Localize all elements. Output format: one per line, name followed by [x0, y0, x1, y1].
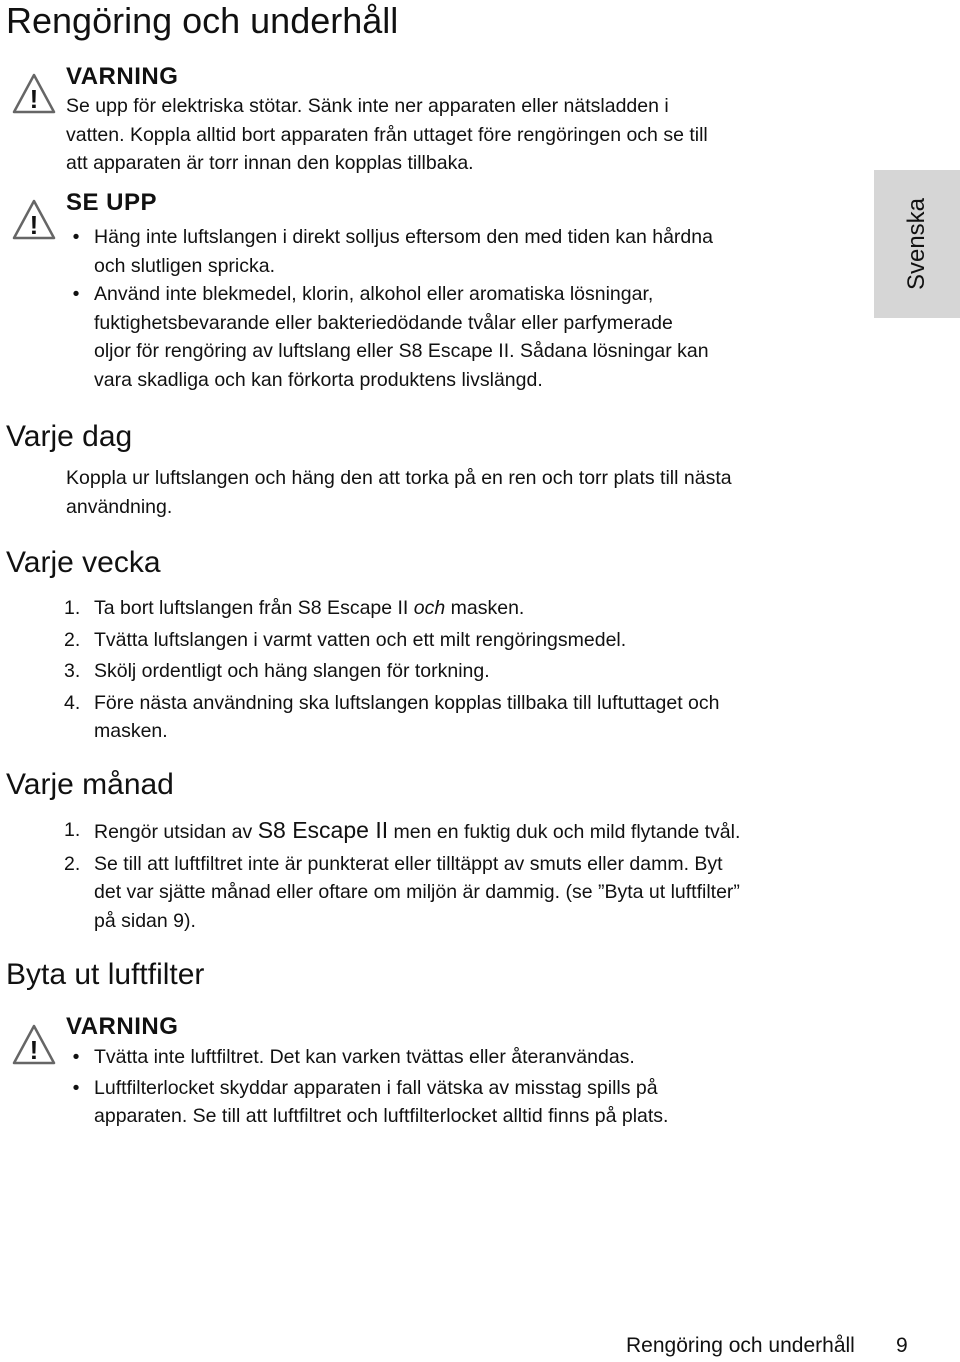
step-text: Skölj ordentligt och häng slangen för torkning.	[94, 660, 490, 682]
page-title: Rengöring och underhåll	[6, 0, 399, 41]
daily-line: användning.	[66, 495, 173, 518]
svg-text:!: !	[29, 1035, 39, 1065]
caution-triangle-icon	[12, 198, 56, 242]
section-heading-filter: Byta ut luftfilter	[6, 958, 205, 991]
step-number: 1.	[64, 819, 81, 841]
footer-section-title: Rengöring och underhåll	[626, 1334, 855, 1357]
step-text: det var sjätte månad eller oftare om miljön är dammig. (se ”Byta ut luftfilter”	[94, 881, 740, 903]
step-number: 1.	[64, 597, 81, 619]
warning-line: Se upp för elektriska stötar. Sänk inte ner apparaten eller nätsladden i	[66, 95, 669, 117]
caution-line: vara skadliga och kan förkorta produktens livslängd.	[94, 368, 543, 391]
step-number: 2.	[64, 852, 81, 875]
page-number: 9	[896, 1334, 908, 1357]
language-tab	[874, 170, 960, 318]
filter-warning-item	[72, 1074, 864, 1131]
filter-warning-list	[72, 1043, 864, 1131]
step-text: masken.	[94, 720, 168, 742]
filter-warning-label: VARNING	[66, 1013, 179, 1040]
filter-warning-line: Tvätta inte luftfiltret. Det kan varken tvättas eller återanvändas.	[94, 1046, 635, 1068]
step-text: på sidan 9).	[94, 909, 196, 932]
monthly-step	[64, 850, 864, 936]
step-number: 4.	[64, 691, 81, 714]
filter-warning-line: apparaten. Se till att luftfiltret och luftfilterlocket alltid finns på plats.	[94, 1105, 669, 1127]
step-number: 2.	[64, 628, 81, 651]
step-text: Före nästa användning ska luftslangen kopplas tillbaka till luftuttaget och	[94, 691, 720, 714]
bullet-icon: •	[72, 226, 80, 248]
warning-line: att apparaten är torr innan den kopplas tillbaka.	[66, 152, 474, 174]
weekly-step	[64, 626, 864, 655]
monthly-step	[64, 816, 864, 847]
caution-line: och slutligen spricka.	[94, 254, 276, 277]
daily-line: Koppla ur luftslangen och häng den att torka på en ren och torr plats till nästa	[66, 467, 732, 489]
section-heading-daily: Varje dag	[6, 420, 133, 453]
weekly-step	[64, 594, 864, 623]
section-heading-weekly: Varje vecka	[6, 546, 161, 579]
warning-triangle-icon	[12, 72, 56, 116]
caution-list	[72, 223, 864, 394]
step-text: Tvätta luftslangen i varmt vatten och ett milt rengöringsmedel.	[94, 628, 627, 651]
caution-line: Använd inte blekmedel, klorin, alkohol eller aromatiska lösningar,	[94, 283, 654, 305]
language-tab-label: Svenska	[903, 197, 930, 291]
step-text: Ta bort luftslangen från S8 Escape II	[94, 597, 414, 619]
warning-text	[66, 92, 856, 178]
product-name: S8 Escape II	[257, 817, 389, 843]
caution-label: SE UPP	[66, 189, 158, 216]
caution-line: Häng inte luftslangen i direkt solljus eftersom den med tiden kan hårdna	[94, 226, 713, 248]
warning-line: vatten. Koppla alltid bort apparaten från uttaget före rengöringen och se till	[66, 123, 708, 146]
filter-warning-line: Luftfilterlocket skyddar apparaten i fall vätska av misstag spills på	[94, 1076, 658, 1099]
section-heading-monthly: Varje månad	[6, 768, 174, 801]
monthly-steps	[64, 816, 864, 938]
bullet-icon: •	[72, 1046, 80, 1068]
caution-line: oljor för rengöring av luftslang eller S8 Escape II. Sådana lösningar kan	[94, 340, 709, 362]
step-number: 3.	[64, 660, 81, 682]
caution-item	[72, 280, 864, 394]
bullet-icon: •	[72, 283, 80, 305]
warning-triangle-icon	[12, 1023, 56, 1067]
step-text: Rengör utsidan av	[94, 821, 258, 843]
filter-warning-item	[72, 1043, 864, 1072]
caution-item	[72, 223, 864, 280]
step-text: masken.	[445, 597, 525, 619]
weekly-step	[64, 689, 864, 746]
bullet-icon: •	[72, 1076, 80, 1099]
svg-text:!: !	[29, 84, 39, 114]
daily-text	[66, 464, 856, 521]
weekly-step	[64, 657, 864, 686]
step-emphasis: och	[413, 597, 446, 619]
step-text: Se till att luftfiltret inte är punkterat eller tilltäppt av smuts eller damm. Byt	[94, 852, 723, 875]
caution-line: fuktighetsbevarande eller bakteriedödande tvålar eller parfymerade	[94, 311, 673, 334]
weekly-steps	[64, 594, 864, 749]
step-text: men en fuktig duk och mild flytande tvål.	[388, 821, 741, 843]
svg-text:!: !	[29, 210, 39, 240]
warning-label: VARNING	[66, 63, 179, 90]
